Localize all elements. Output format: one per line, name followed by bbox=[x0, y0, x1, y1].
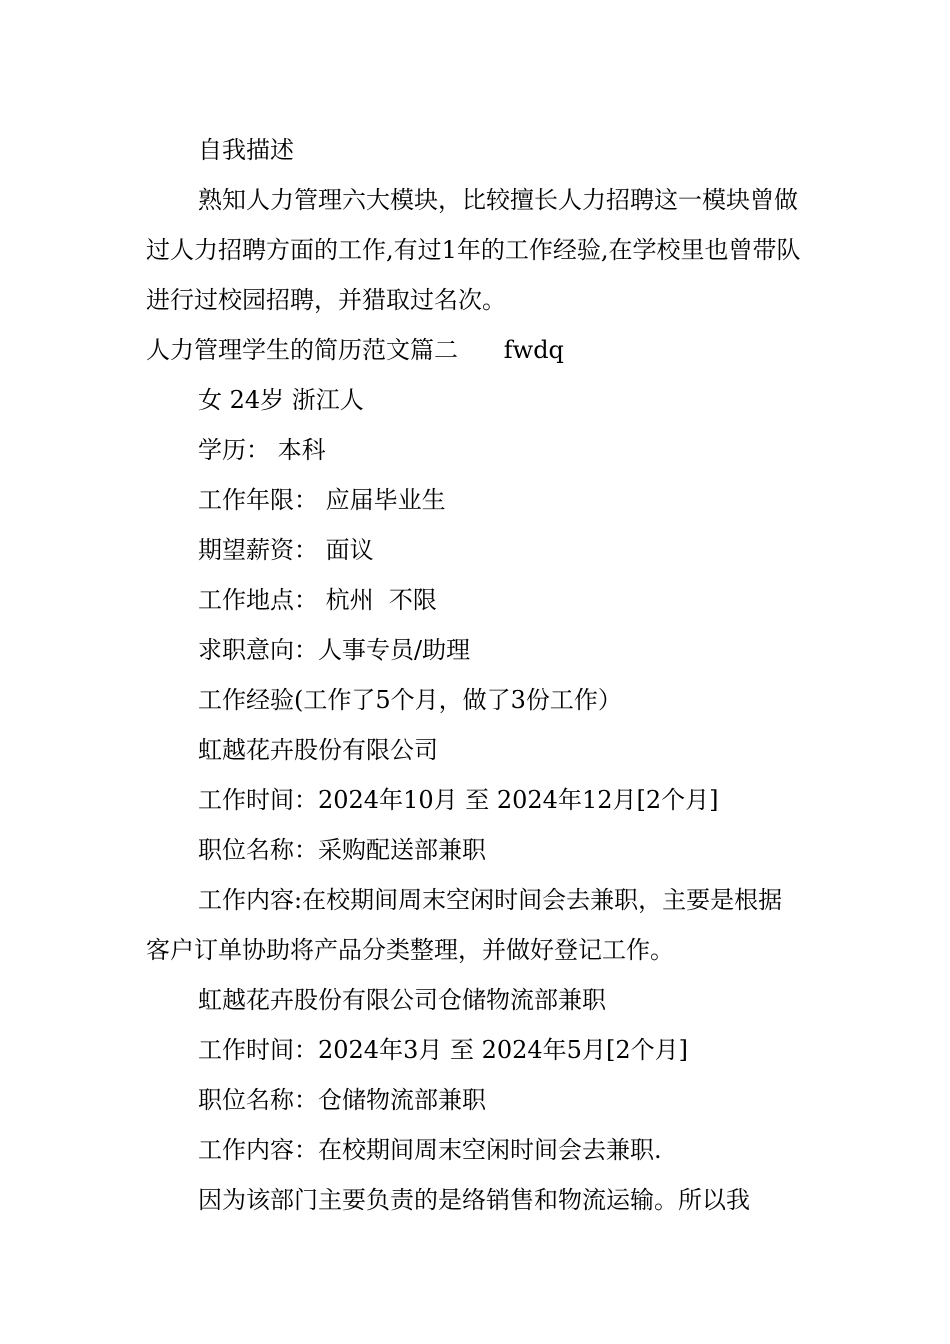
profile-work-years: 工作年限： 应届毕业生 bbox=[198, 486, 446, 514]
profile-job-intention: 求职意向：人事专员/助理 bbox=[198, 636, 471, 664]
job2-company: 虹越花卉股份有限公司仓储物流部兼职 bbox=[198, 986, 606, 1014]
job1-company: 虹越花卉股份有限公司 bbox=[198, 736, 438, 764]
job2-content-continued: 因为该部门主要负责的是络销售和物流运输。所以我 bbox=[198, 1186, 750, 1214]
profile-education: 学历： 本科 bbox=[198, 436, 326, 464]
resume-section-heading: 人力管理学生的简历范文篇二 fwdq bbox=[146, 336, 564, 364]
self-description-paragraph: 熟知人力管理六大模块，比较擅长人力招聘这一模块曾做过人力招聘方面的工作,有过1年的工作经验,在学校里也曾带队进行过校园招聘，并猎取过名次。 bbox=[146, 186, 801, 314]
profile-work-location: 工作地点： 杭州 不限 bbox=[198, 586, 437, 614]
profile-expected-salary: 期望薪资： 面议 bbox=[198, 536, 374, 564]
work-experience-summary: 工作经验(工作了5个月，做了3份工作） bbox=[198, 686, 622, 714]
section-title-self-description: 自我描述 bbox=[198, 136, 294, 164]
profile-basic-info: 女 24岁 浙江人 bbox=[198, 386, 364, 414]
job2-position: 职位名称：仓储物流部兼职 bbox=[198, 1086, 486, 1114]
job1-position: 职位名称：采购配送部兼职 bbox=[198, 836, 486, 864]
job1-content: 工作内容:在校期间周末空闲时间会去兼职，主要是根据客户订单协助将产品分类整理，并做好登记工作。 bbox=[146, 886, 783, 964]
document-body bbox=[146, 125, 806, 1225]
job2-period: 工作时间：2024年3月 至 2024年5月[2个月] bbox=[198, 1036, 688, 1064]
job1-period: 工作时间：2024年10月 至 2024年12月[2个月] bbox=[198, 786, 719, 814]
job2-content: 工作内容：在校期间周末空闲时间会去兼职. bbox=[198, 1136, 662, 1164]
